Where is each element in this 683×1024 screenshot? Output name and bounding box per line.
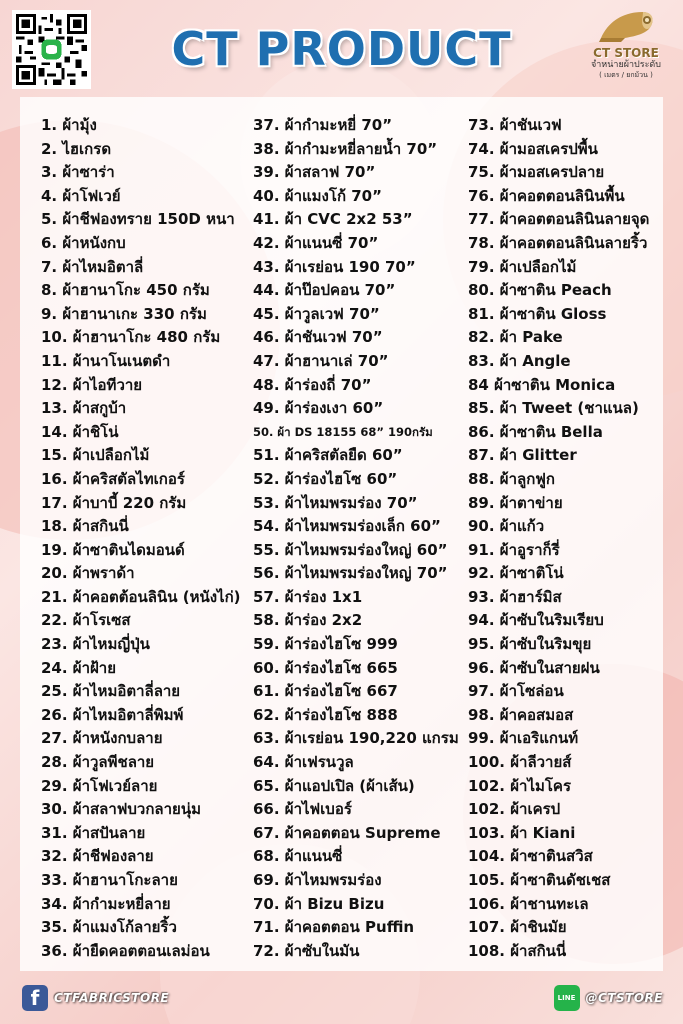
fabric-roll-icon bbox=[595, 6, 657, 46]
product-item: 75. ผ้ามอสเครปลาย bbox=[468, 163, 605, 182]
product-item: 100. ผ้าลีวายส์ bbox=[468, 753, 572, 772]
product-item: 73. ผ้าชันเวฟ bbox=[468, 116, 562, 134]
logo-tagline-sub: ( เมตร / ยกม้วน ) bbox=[599, 71, 653, 79]
product-item: 10. ผ้าฮานาโกะ 480 กรัม bbox=[41, 328, 221, 347]
product-item: 51. ผ้าคริสตัลยืด 60” bbox=[253, 446, 403, 465]
product-item: 17. ผ้าบาบี้ 220 กรัม bbox=[41, 493, 187, 512]
product-item: 2. ไฮเกรด bbox=[41, 139, 112, 158]
product-item: 97. ผ้าโซล่อน bbox=[468, 682, 564, 701]
product-item: 20. ผ้าพราด้า bbox=[41, 564, 135, 583]
product-item: 34. ผ้ากำมะหยี่ลาย bbox=[41, 894, 171, 913]
product-item: 8. ผ้าฮานาโกะ 450 กรัม bbox=[41, 281, 210, 300]
product-item: 46. ผ้าชันเวฟ 70” bbox=[253, 328, 383, 347]
product-item: 96. ผ้าซับในสายฝน bbox=[468, 658, 600, 677]
product-item: 43. ผ้าเรย่อน 190 70” bbox=[253, 257, 416, 276]
product-item: 15. ผ้าเปลือกไม้ bbox=[41, 446, 150, 465]
product-item: 94. ผ้าซับในริมเรียบ bbox=[468, 611, 604, 630]
line-contact[interactable] bbox=[554, 985, 663, 1011]
product-item: 28. ผ้าวูลพีชลาย bbox=[41, 753, 155, 772]
product-item: 13. ผ้าสกูบ้า bbox=[41, 399, 127, 418]
product-item: 22. ผ้าโรเซส bbox=[41, 611, 131, 630]
product-item: 63. ผ้าเรย่อน 190,220 แกรม bbox=[253, 729, 459, 748]
product-item: 18. ผ้าสกินนี่ bbox=[41, 517, 129, 536]
product-item: 19. ผ้าซาตินไดมอนด์ bbox=[41, 540, 185, 559]
product-item: 38. ผ้ากำมะหยี่ลายน้ำ 70” bbox=[253, 139, 438, 158]
product-item: 85. ผ้า Tweet (ชาแนล) bbox=[468, 399, 639, 418]
product-item: 76. ผ้าคอตตอนลินินพื้น bbox=[468, 186, 625, 205]
product-item: 68. ผ้าแนนซี่ bbox=[253, 847, 343, 866]
product-item: 65. ผ้าแอปเปิล (ผ้าเส้น) bbox=[253, 776, 415, 795]
product-item: 92. ผ้าซาติโน่ bbox=[468, 564, 564, 583]
facebook-contact[interactable] bbox=[22, 985, 169, 1011]
product-item: 81. ผ้าซาติน Gloss bbox=[468, 304, 607, 323]
product-item: 90. ผ้าแก้ว bbox=[468, 517, 545, 536]
product-item: 61. ผ้าร่องไฮโซ 667 bbox=[253, 682, 398, 701]
product-item: 102. ผ้าไมโคร bbox=[468, 776, 572, 795]
logo-store-name: CT STORE bbox=[593, 46, 659, 60]
store-logo bbox=[581, 6, 671, 92]
product-item: 67. ผ้าคอตตอน Supreme bbox=[253, 823, 441, 842]
product-item: 48. ผ้าร่องถี่ 70” bbox=[253, 375, 372, 394]
product-item: 31. ผ้าสปันลาย bbox=[41, 823, 146, 842]
facebook-handle: CTFABRICSTORE bbox=[54, 991, 170, 1005]
product-item: 89. ผ้าตาข่าย bbox=[468, 493, 563, 512]
product-item: 77. ผ้าคอตตอนลินินลายจุด bbox=[468, 210, 650, 229]
product-item: 95. ผ้าซับในริมขุย bbox=[468, 635, 592, 654]
product-item: 23. ผ้าไหมญี่ปุ่น bbox=[41, 635, 150, 654]
product-item: 86. ผ้าซาติน Bella bbox=[468, 422, 603, 441]
product-item: 33. ผ้าฮานาโกะลาย bbox=[41, 871, 178, 889]
product-item: 58. ผ้าร่อง 2x2 bbox=[253, 611, 363, 630]
product-item: 55. ผ้าไหมพรมร่องใหญ่ 60” bbox=[253, 540, 448, 559]
product-item: 103. ผ้า Kiani bbox=[468, 823, 576, 842]
product-item: 47. ผ้าฮานาเล่ 70” bbox=[253, 351, 389, 370]
product-item: 21. ผ้าคอตต้อนลินิน (หนังไก่) bbox=[41, 587, 241, 606]
product-item: 39. ผ้าสลาฟ 70” bbox=[253, 163, 376, 182]
product-item: 82. ผ้า Pake bbox=[468, 328, 563, 347]
product-item: 27. ผ้าหนังกบลาย bbox=[41, 729, 163, 748]
product-item: 4. ผ้าโฟเวย์ bbox=[41, 186, 121, 205]
product-item: 72. ผ้าซับในมัน bbox=[253, 941, 360, 960]
product-item: 59. ผ้าร่องไฮโซ 999 bbox=[253, 635, 398, 654]
product-item: 102. ผ้าเครป bbox=[468, 800, 561, 819]
product-item: 30. ผ้าสลาฟบวกลายนุ่ม bbox=[41, 800, 201, 819]
product-item: 14. ผ้าชิโน่ bbox=[41, 422, 119, 441]
product-item: 91. ผ้าอูราก็รี่ bbox=[468, 540, 560, 559]
product-item: 44. ผ้าป๊อปคอน 70” bbox=[253, 281, 396, 300]
product-item: 78. ผ้าคอตตอนลินินลายริ้ว bbox=[468, 233, 648, 252]
product-item: 62. ผ้าร่องไฮโซ 888 bbox=[253, 705, 398, 724]
product-item: 53. ผ้าไหมพรมร่อง 70” bbox=[253, 493, 418, 512]
product-item: 52. ผ้าร่องไฮโซ 60” bbox=[253, 469, 398, 488]
product-item: 98. ผ้าคอสมอส bbox=[468, 705, 574, 724]
product-list-panel bbox=[20, 97, 663, 971]
product-item: 6. ผ้าหนังกบ bbox=[41, 233, 126, 252]
product-item: 11. ผ้านาโนเนตดำ bbox=[41, 351, 171, 370]
product-item: 80. ผ้าซาติน Peach bbox=[468, 281, 612, 300]
product-item: 45. ผ้าวูลเวฟ 70” bbox=[253, 304, 380, 323]
product-item: 37. ผ้ากำมะหยี่ 70” bbox=[253, 116, 393, 134]
product-item: 105. ผ้าซาตินดัชเชส bbox=[468, 871, 611, 889]
product-item: 70. ผ้า Bizu Bizu bbox=[253, 894, 385, 913]
product-item: 69. ผ้าไหมพรมร่อง bbox=[253, 871, 382, 889]
page-title: CT PRODUCT bbox=[171, 22, 512, 76]
product-item: 29. ผ้าโฟเวย์ลาย bbox=[41, 776, 158, 795]
qr-code-icon bbox=[12, 10, 91, 89]
product-item: 32. ผ้าชีฟองลาย bbox=[41, 847, 154, 866]
product-item: 87. ผ้า Glitter bbox=[468, 446, 577, 465]
product-item: 74. ผ้ามอสเครปพื้น bbox=[468, 139, 598, 158]
product-item: 57. ผ้าร่อง 1x1 bbox=[253, 587, 363, 606]
product-item: 5. ผ้าชีฟองทราย 150D หนา bbox=[41, 210, 235, 229]
product-item: 3. ผ้าซาร่า bbox=[41, 163, 115, 182]
product-item: 49. ผ้าร่องเงา 60” bbox=[253, 399, 384, 418]
line-handle: @CTSTORE bbox=[585, 991, 663, 1005]
product-item: 12. ผ้าไอทีวาย bbox=[41, 375, 143, 394]
product-item: 35. ผ้าแมงโก้ลายริ้ว bbox=[41, 918, 177, 937]
product-item: 42. ผ้าแนนซี่ 70” bbox=[253, 233, 379, 252]
product-item: 26. ผ้าไหมอิตาลี่พิมพ์ bbox=[41, 705, 184, 724]
product-item: 64. ผ้าเฟรนวูล bbox=[253, 753, 354, 772]
product-item: 9. ผ้าฮานาเกะ 330 กรัม bbox=[41, 304, 207, 323]
product-item: 93. ผ้าฮาร์มิส bbox=[468, 587, 562, 606]
product-item: 83. ผ้า Angle bbox=[468, 351, 571, 370]
product-item: 36. ผ้ายืดคอตตอนเลม่อน bbox=[41, 941, 210, 960]
product-item: 50. ผ้า DS 18155 68” 190กรัม bbox=[253, 424, 433, 439]
product-item: 66. ผ้าไฟเบอร์ bbox=[253, 800, 352, 819]
product-column-2 bbox=[253, 114, 459, 963]
product-item: 24. ผ้าฝ้าย bbox=[41, 658, 117, 677]
product-item: 41. ผ้า CVC 2x2 53” bbox=[253, 210, 413, 229]
product-column-1 bbox=[41, 114, 241, 963]
product-item: 107. ผ้าชินมัย bbox=[468, 918, 567, 937]
product-item: 108. ผ้าสกินนี่ bbox=[468, 941, 567, 960]
product-item: 56. ผ้าไหมพรมร่องใหญ่ 70” bbox=[253, 564, 448, 583]
product-item: 88. ผ้าลูกฟูก bbox=[468, 469, 555, 488]
product-item: 79. ผ้าเปลือกไม้ bbox=[468, 257, 577, 276]
line-icon: LINE bbox=[554, 985, 580, 1011]
product-item: 99. ผ้าเอริแกนท์ bbox=[468, 729, 579, 748]
product-column-3 bbox=[468, 114, 649, 963]
facebook-icon: f bbox=[22, 985, 48, 1011]
product-item: 40. ผ้าแมงโก้ 70” bbox=[253, 186, 382, 205]
product-item: 16. ผ้าคริสตัลไทเกอร์ bbox=[41, 469, 185, 488]
product-item: 7. ผ้าไหมอิตาลี่ bbox=[41, 257, 144, 276]
product-item: 54. ผ้าไหมพรมร่องเล็ก 60” bbox=[253, 517, 441, 536]
product-item: 106. ผ้าชานทะเล bbox=[468, 894, 589, 913]
product-item: 25. ผ้าไหมอิตาลี่ลาย bbox=[41, 682, 181, 701]
product-item: 84 ผ้าซาติน Monica bbox=[468, 375, 616, 394]
product-item: 60. ผ้าร่องไฮโซ 665 bbox=[253, 658, 398, 677]
product-item: 1. ผ้ามุ้ง bbox=[41, 116, 97, 134]
logo-tagline: จำหน่ายผ้าประดับ bbox=[590, 60, 661, 70]
product-item: 104. ผ้าซาตินสวิส bbox=[468, 847, 593, 866]
product-item: 71. ผ้าคอตตอน Puffin bbox=[253, 918, 415, 937]
